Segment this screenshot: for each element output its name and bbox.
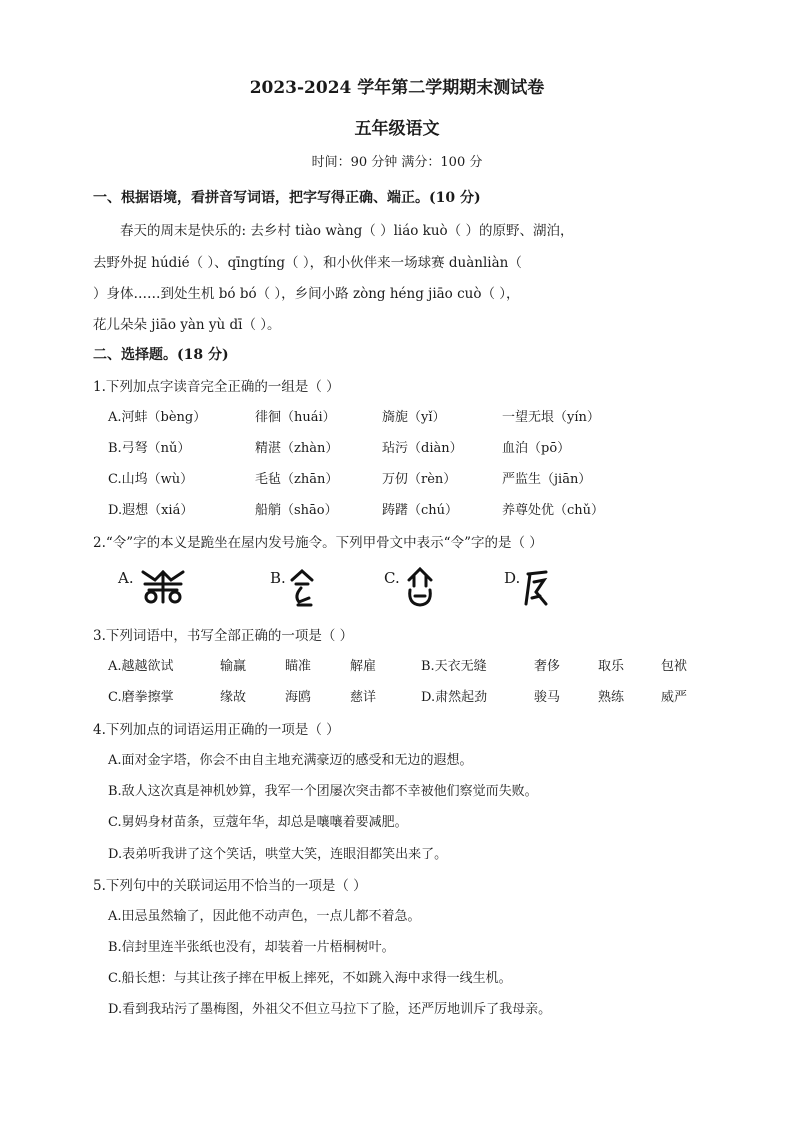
q1-option-cell: C.山坞（wù） [108,472,194,487]
q3-word: C.磨拳擦掌 [108,690,174,705]
section-1-line: 花儿朵朵 jiāo yàn yù dī（ ）。 [93,317,281,333]
q1-option-cell: 一望无垠（yín） [502,410,600,425]
q3-word: 熟练 [598,690,625,705]
q1-option-cell: 血泊（pō） [502,441,571,456]
q2-option-label-a: A. [118,569,134,587]
q4-option: C.舅妈身材苗条，豆蔻年华，却总是嚷嚷着要减肥。 [108,815,408,830]
q3-word: 包袱 [661,659,688,674]
q1-option-cell: 养尊处优（chǔ） [502,503,605,518]
q5-option: C.船长想：与其让孩子摔在甲板上摔死，不如跳入海中求得一线生机。 [108,971,512,986]
q5-option: D.看到我玷污了墨梅图，外祖父不但立马拉下了脸，还严厉地训斥了我母亲。 [108,1002,552,1017]
q1-option-cell: 徘徊（huái） [255,410,336,425]
q3-word: 骏马 [534,690,561,705]
q5-option: A.田忌虽然输了，因此他不动声色，一点儿都不着急。 [108,909,421,924]
q4-option: D.表弟听我讲了这个笑话，哄堂大笑，连眼泪都笑出来了。 [108,847,448,862]
q1-option-cell: 严监生（jiān） [502,472,592,487]
q2-option-label-b: B. [270,569,286,587]
exam-meta: 时间：90 分钟 满分：100 分 [311,155,483,170]
q3-word: 缘故 [220,690,247,705]
question-2-stem: 2.“令”字的本义是跪坐在屋内发号施令。下列甲骨文中表示“令”字的是（ ） [93,535,543,551]
q1-option-cell: B.弓弩（nǔ） [108,441,191,456]
question-1-stem: 1.下列加点字读音完全正确的一组是（ ） [93,379,340,395]
q3-word: 取乐 [598,659,625,674]
q1-option-cell: 玷污（diàn） [382,441,463,456]
q3-word: D.肃然起劲 [421,690,488,705]
q4-option: A.面对金字塔，你会不由自主地充满豪迈的感受和无边的遐想。 [108,753,473,768]
exam-subtitle: 五年级语文 [354,119,440,139]
q3-word: 输赢 [220,659,247,674]
oracle-bone-glyph-a-icon [139,566,187,606]
q1-option-cell: 毛毡（zhān） [255,472,339,487]
q3-word: B.天衣无缝 [421,659,487,674]
q3-word: 海鸥 [285,690,312,705]
q1-option-cell: 精湛（zhàn） [255,441,339,456]
q1-option-cell: A.河蚌（bèng） [108,410,207,425]
q3-word: 奢侈 [534,659,561,674]
q3-word: 威严 [661,690,688,705]
q2-option-label-c: C. [384,569,400,587]
q4-option: B.敌人这次真是神机妙算，我军一个团屡次突击都不幸被他们察觉而失败。 [108,784,538,799]
section-2-heading: 二、选择题。(18 分) [93,347,229,363]
q1-option-cell: 旖旎（yǐ） [382,410,446,425]
section-1-line: 去野外捉 húdié（ ）、qīngtíng（ ），和小伙伴来一场球赛 duànliàn（ [93,255,522,271]
q3-word: 解雇 [350,659,377,674]
question-3-stem: 3.下列词语中，书写全部正确的一项是（ ） [93,628,354,644]
oracle-bone-glyph-d-icon [522,568,550,608]
section-1-heading: 一、根据语境，看拼音写词语，把字写得正确、端正。(10 分) [93,190,481,206]
q2-option-label-d: D. [504,569,521,587]
question-4-stem: 4.下列加点的词语运用正确的一项是（ ） [93,722,340,738]
section-1-line: ）身体……到处生机 bó bó（ ），乡间小路 zòng héng jiāo cuò（ ）， [93,286,520,302]
q3-word: 瞄准 [285,659,312,674]
question-5-stem: 5.下列句中的关联词运用不恰当的一项是（ ） [93,878,367,894]
q1-option-cell: D.遐想（xiá） [108,503,194,518]
oracle-bone-glyph-b-icon [289,568,315,608]
exam-title: 2023-2024 学年第二学期期末测试卷 [249,78,545,98]
q5-option: B.信封里连半张纸也没有，却装着一片梧桐树叶。 [108,940,395,955]
q3-word: A.越越欲试 [108,659,174,674]
oracle-bone-glyph-c-icon [405,566,435,608]
q1-option-cell: 万仞（rèn） [382,472,457,487]
section-1-line: 春天的周末是快乐的: 去乡村 tiào wàng（ ）liáo kuò（ ）的原野、湖泊， [120,223,574,239]
q1-option-cell: 船艄（shāo） [255,503,338,518]
q1-option-cell: 踌躇（chú） [382,503,459,518]
q3-word: 慈详 [350,690,377,705]
